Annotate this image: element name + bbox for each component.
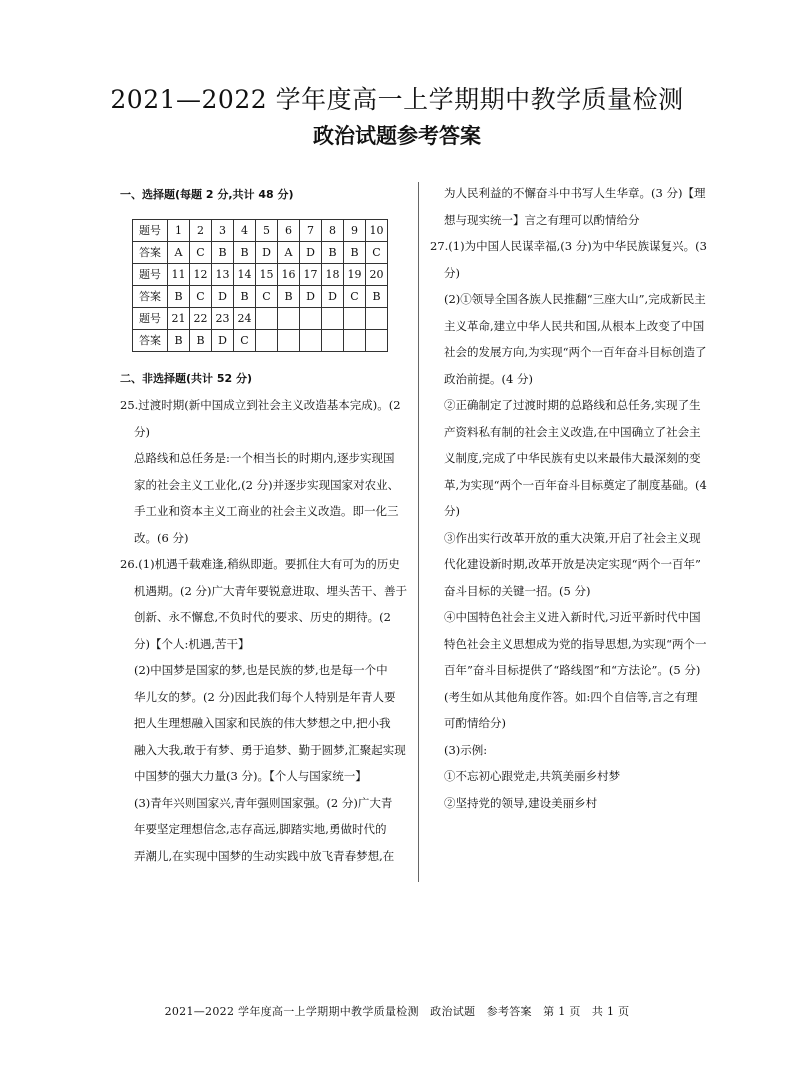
answer-table-row-header: 答案 [133, 285, 168, 307]
answer-table-cell: 13 [212, 263, 234, 285]
q26-line: 26.(1)机遇千载难逢,稍纵即逝。要抓住大有可为的历史 [120, 557, 400, 571]
answer-table-cell: 12 [190, 263, 212, 285]
answer-table-cell: B [322, 241, 344, 263]
left-column [120, 182, 410, 869]
q25-line: 手工业和资本主义工商业的社会主义改造。即一化三 [134, 504, 399, 518]
answer-table-cell: 8 [322, 219, 344, 241]
q26-line: 创新、永不懈怠,不负时代的要求、历史的期待。(2 [134, 610, 391, 624]
answer-table-cell: 21 [168, 307, 190, 329]
answer-table-cell: B [278, 285, 300, 307]
q26-line: 融入大我,敢于有梦、勇于追梦、勤于圆梦,汇聚起实现 [134, 742, 406, 757]
answer-table-cell: B [168, 285, 190, 307]
answer-table-cell: 23 [212, 307, 234, 329]
q27-line: 百年”奋斗目标提供了“路线图”和“方法论”。(5 分) [444, 663, 701, 677]
answer-table-cell: B [234, 285, 256, 307]
answer-table-cell: B [344, 241, 366, 263]
q26-line: (2)中国梦是国家的梦,也是民族的梦,也是每一个中 [134, 663, 388, 677]
answer-table-cell: 4 [234, 219, 256, 241]
answer-table-cell: 15 [256, 263, 278, 285]
q26-line: 中国梦的强大力量(3 分)。【个人与国家统一】 [134, 769, 367, 783]
answer-table-cell [322, 307, 344, 329]
answer-table-cell: C [256, 285, 278, 307]
answer-table-cell [322, 329, 344, 351]
answer-table-row-header: 答案 [133, 241, 168, 263]
q25-line: 改。(6 分) [134, 530, 189, 545]
q27-line: (2)①领导全国各族人民推翻“三座大山”,完成新民主 [444, 292, 706, 306]
q26-line: 弄潮儿,在实现中国梦的生动实践中放飞青春梦想,在 [134, 848, 395, 863]
answer-table-cell: 6 [278, 219, 300, 241]
answer-table-cell: D [256, 241, 278, 263]
q27-line: ①不忘初心跟党走,共筑美丽乡村梦 [444, 769, 621, 783]
answer-table-cell: 9 [344, 219, 366, 241]
document-subtitle: 政治试题参考答案 [313, 124, 481, 148]
q27-line: 主义革命,建立中华人民共和国,从根本上改变了中国 [444, 318, 705, 333]
q27-line: 社会的发展方向,为实现“两个一百年奋斗目标创造了 [444, 345, 707, 359]
column-divider [418, 182, 419, 882]
q26-line: 机遇期。(2 分)广大青年要锐意进取、埋头苦干、善于 [134, 583, 407, 598]
answer-table-cell: B [234, 241, 256, 263]
answer-table-cell: A [278, 241, 300, 263]
answer-table-row-header: 答案 [133, 329, 168, 351]
q26-line: 年要坚定理想信念,志存高远,脚踏实地,勇做时代的 [134, 822, 387, 836]
answer-table-row [133, 307, 388, 329]
right-line: 为人民利益的不懈奋斗中书写人生华章。(3 分)【理 [444, 186, 706, 200]
q26-line: 华儿女的梦。(2 分)因此我们每个人特别是年青人要 [134, 689, 396, 704]
answer-table-cell: 5 [256, 219, 278, 241]
q27-line: 奋斗目标的关键一招。(5 分) [444, 583, 591, 598]
answer-table-cell [300, 329, 322, 351]
q25-line: 分) [134, 424, 150, 439]
q25-line: 家的社会主义工业化,(2 分)并逐步实现国家对农业、 [134, 477, 400, 492]
answer-table-cell: B [168, 329, 190, 351]
answer-table-row [133, 241, 388, 263]
q25-line: 25.过渡时期(新中国成立到社会主义改造基本完成)。(2 [120, 398, 401, 412]
answer-table-cell: 14 [234, 263, 256, 285]
answer-table-row-header: 题号 [133, 219, 168, 241]
answer-table-cell: 22 [190, 307, 212, 329]
answer-table-cell: C [190, 285, 212, 307]
answer-table-cell: D [300, 285, 322, 307]
answer-table-cell: 10 [366, 219, 388, 241]
answer-table [132, 219, 388, 352]
answer-table-cell [344, 329, 366, 351]
answer-table-cell [278, 329, 300, 351]
answer-table-cell [344, 307, 366, 329]
answer-table-row [133, 219, 388, 241]
q27-line: 产资料私有制的社会主义改造,在中国确立了社会主 [444, 424, 701, 439]
q27-line: 分) [444, 265, 460, 280]
answer-table-cell: C [344, 285, 366, 307]
answer-table-cell [256, 307, 278, 329]
q27-line: 革,为实现“两个一百年奋斗目标奠定了制度基础。(4 [444, 477, 707, 492]
section2-heading: 二、非选择题(共计 52 分) [120, 371, 253, 385]
q26-line: 把人生理想融入国家和民族的伟大梦想之中,把小我 [134, 716, 391, 730]
q27-line: ③作出实行改革开放的重大决策,开启了社会主义现 [444, 530, 701, 545]
q27-line: 特色社会主义思想成为党的指导思想,为实现“两个一 [444, 636, 707, 651]
answer-table-cell: C [190, 241, 212, 263]
answer-table-cell: B [366, 285, 388, 307]
q27-line: 27.(1)为中国人民谋幸福,(3 分)为中华民族谋复兴。(3 [430, 239, 707, 253]
page-footer: 2021—2022 学年度高一上学期期中教学质量检测 政治试题 参考答案 第 1 页 共 1 页 [164, 1005, 630, 1018]
answer-table-cell: 20 [366, 263, 388, 285]
right-line: 想与现实统一】言之有理可以酌情给分 [444, 212, 640, 227]
q27-line: 分) [444, 504, 460, 518]
question-26 [120, 551, 410, 869]
q27-line: (考生如从其他角度作答。如:四个自信等,言之有理 [444, 689, 698, 704]
answer-table-cell [300, 307, 322, 329]
answer-table-cell [256, 329, 278, 351]
q27-line: 可酌情给分) [444, 716, 506, 730]
q26-line: 分)【个人:机遇,苦干】 [134, 636, 250, 651]
answer-table-cell: B [190, 329, 212, 351]
answer-table-cell: D [212, 329, 234, 351]
answer-table-cell: D [300, 241, 322, 263]
answer-table-cell: 17 [300, 263, 322, 285]
q27-line: 代化建设新时期,改革开放是决定实现“两个一百年” [444, 557, 701, 571]
answer-table-cell: 18 [322, 263, 344, 285]
answer-table-cell: A [168, 241, 190, 263]
answer-table-row-header: 题号 [133, 307, 168, 329]
q27-line: ④中国特色社会主义进入新时代,习近平新时代中国 [444, 610, 701, 624]
answer-table-row [133, 329, 388, 351]
section1-heading: 一、选择题(每题 2 分,共计 48 分) [120, 188, 294, 201]
answer-table-cell: 1 [168, 219, 190, 241]
answer-table-cell: C [366, 241, 388, 263]
answer-table-cell: 11 [168, 263, 190, 285]
answer-table-row [133, 285, 388, 307]
answer-table-cell: 19 [344, 263, 366, 285]
q27-line: ②坚持党的领导,建设美丽乡村 [444, 795, 598, 810]
answer-table-cell: 3 [212, 219, 234, 241]
answer-table-cell [366, 307, 388, 329]
q27-line: 政治前提。(4 分) [444, 371, 533, 386]
answer-table-cell: D [212, 285, 234, 307]
answer-table-cell: C [234, 329, 256, 351]
answer-table-cell: D [322, 285, 344, 307]
right-column [430, 180, 720, 816]
answer-table-cell: 2 [190, 219, 212, 241]
answer-table-cell: 16 [278, 263, 300, 285]
q27-line: 义制度,完成了中华民族有史以来最伟大最深刻的变 [444, 451, 701, 465]
q27-line: ②正确制定了过渡时期的总路线和总任务,实现了生 [444, 398, 701, 412]
answer-table-row [133, 263, 388, 285]
answer-table-cell: B [212, 241, 234, 263]
answer-table-cell [278, 307, 300, 329]
document-title: 2021—2022 学年度高一上学期期中教学质量检测 [110, 85, 684, 114]
q27-line: (3)示例: [444, 742, 488, 757]
answer-table-cell: 7 [300, 219, 322, 241]
answer-table-row-header: 题号 [133, 263, 168, 285]
question-25 [120, 392, 410, 551]
answer-table-cell [366, 329, 388, 351]
q26-line: (3)青年兴则国家兴,青年强则国家强。(2 分)广大青 [134, 795, 393, 810]
q25-line: 总路线和总任务是:一个相当长的时期内,逐步实现国 [134, 451, 395, 465]
answer-table-cell: 24 [234, 307, 256, 329]
